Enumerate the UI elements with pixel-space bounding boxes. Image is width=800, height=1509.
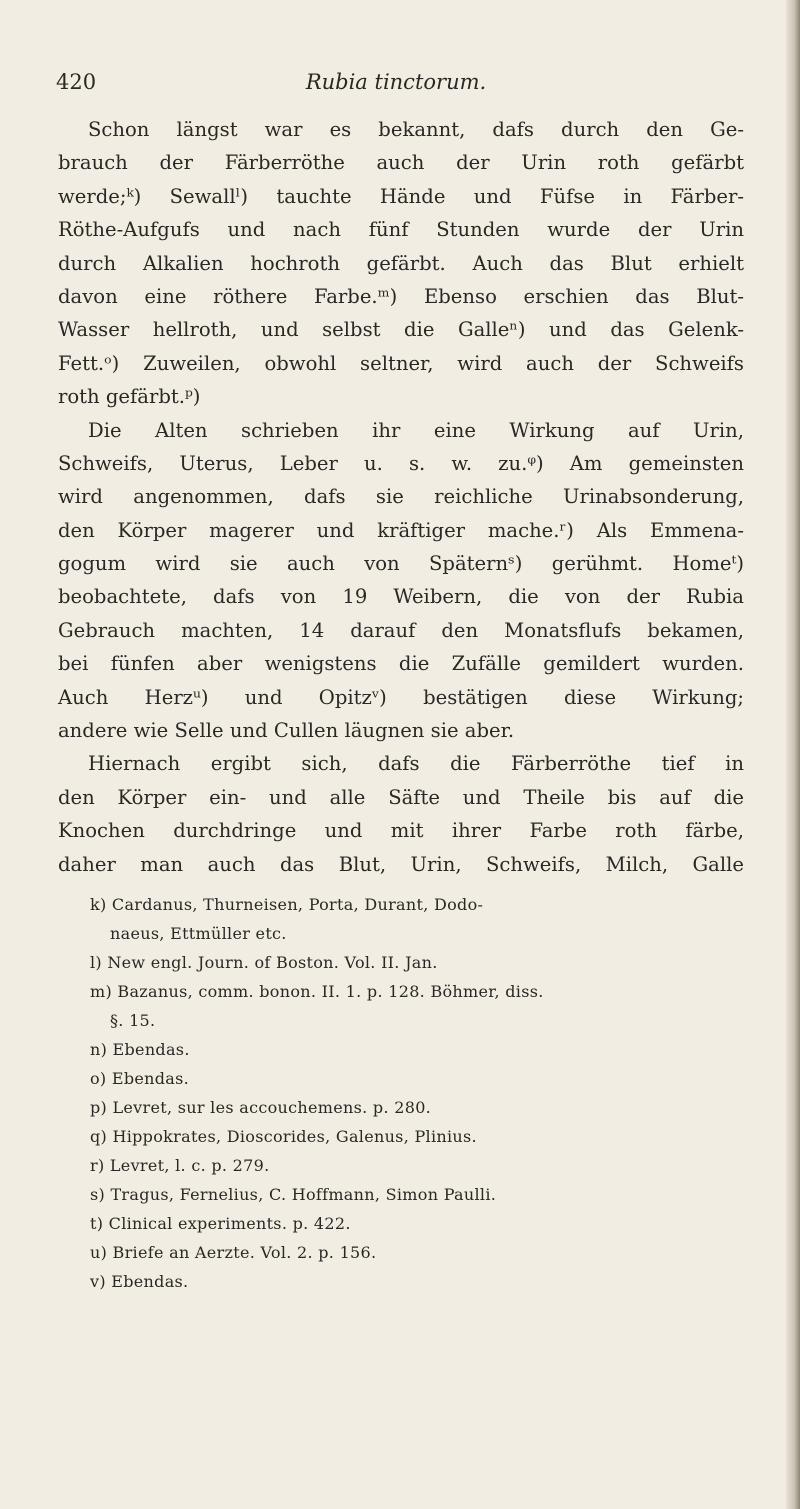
text-line: brauch der Färberröthe auch der Urin roth gefärbt: [58, 151, 744, 175]
footnote: t) Clinical experiments. p. 422.: [90, 1214, 351, 1233]
footnote: §. 15.: [110, 1011, 156, 1030]
text-line: Hiernach ergibt sich, dafs die Färberröthe tief in: [88, 752, 744, 776]
running-title: Rubia tinctorum.: [305, 70, 487, 94]
text-line: andere wie Selle und Cullen läugnen sie aber.: [58, 719, 515, 743]
footnotes: [90, 890, 740, 1296]
text-line: werde;ᵏ) Sewallˡ) tauchte Hände und Füfse in Färber-: [58, 184, 744, 208]
body-text: [58, 113, 744, 881]
footnote: r) Levret, l. c. p. 279.: [90, 1156, 270, 1175]
text-line: Fett.ᵒ) Zuweilen, obwohl seltner, wird auch der Schweifs: [58, 351, 744, 375]
text-line: gogum wird sie auch von Späternˢ) gerühmt. Homeᵗ): [58, 552, 744, 576]
text-line: Gebrauch machten, 14 darauf den Monatsflufs bekamen,: [58, 618, 744, 642]
text-line: davon eine röthere Farbe.ᵐ) Ebenso erschien das Blut-: [58, 284, 744, 308]
text-line: roth gefärbt.ᵖ): [58, 385, 201, 409]
text-line: Knochen durchdringe und mit ihrer Farbe roth färbe,: [58, 819, 744, 843]
footnote: naeus, Ettmüller etc.: [110, 924, 287, 943]
footnote: q) Hippokrates, Dioscorides, Galenus, Plinius.: [90, 1127, 477, 1146]
footnote: n) Ebendas.: [90, 1040, 190, 1059]
page-header: [56, 70, 736, 106]
text-line: durch Alkalien hochroth gefärbt. Auch das Blut erhielt: [58, 251, 744, 275]
text-line: beobachtete, dafs von 19 Weibern, die von der Rubia: [58, 585, 744, 609]
text-line: Auch Herzᵘ) und Opitzᵛ) bestätigen diese Wirkung;: [58, 685, 744, 709]
text-line: Schweifs, Uterus, Leber u. s. w. zu.ᵠ) Am gemeinsten: [58, 451, 744, 475]
footnote: u) Briefe an Aerzte. Vol. 2. p. 156.: [90, 1243, 377, 1262]
footnote: p) Levret, sur les accouchemens. p. 280.: [90, 1098, 432, 1117]
page-number: 420: [56, 70, 97, 94]
text-line: den Körper ein- und alle Säfte und Theile bis auf die: [58, 785, 744, 809]
footnote: k) Cardanus, Thurneisen, Porta, Durant, Dodo-: [90, 895, 484, 914]
text-line: Röthe-Aufgufs und nach fünf Stunden wurde der Urin: [58, 218, 744, 242]
text-line: Schon längst war es bekannt, dafs durch den Ge-: [88, 118, 744, 141]
footnote: s) Tragus, Fernelius, C. Hoffmann, Simon Paulli.: [90, 1185, 497, 1204]
footnote: o) Ebendas.: [90, 1069, 190, 1088]
text-line: bei fünfen aber wenigstens die Zufälle gemildert wurden.: [58, 652, 744, 676]
text-line: Wasser hellroth, und selbst die Galleⁿ) und das Gelenk-: [58, 318, 744, 342]
text-line: Die Alten schrieben ihr eine Wirkung auf Urin,: [88, 418, 744, 442]
text-line: wird angenommen, dafs sie reichliche Urinabsonderung,: [58, 485, 744, 509]
text-line: den Körper magerer und kräftiger mache.ʳ) Als Emmena-: [58, 518, 744, 542]
page-edge: [786, 0, 800, 1509]
footnote: m) Bazanus, comm. bonon. II. 1. p. 128. Böhmer, diss.: [90, 982, 544, 1001]
footnote: l) New engl. Journ. of Boston. Vol. II. Jan.: [90, 953, 438, 972]
text-line: daher man auch das Blut, Urin, Schweifs, Milch, Galle: [58, 852, 744, 876]
footnote: v) Ebendas.: [90, 1272, 189, 1291]
